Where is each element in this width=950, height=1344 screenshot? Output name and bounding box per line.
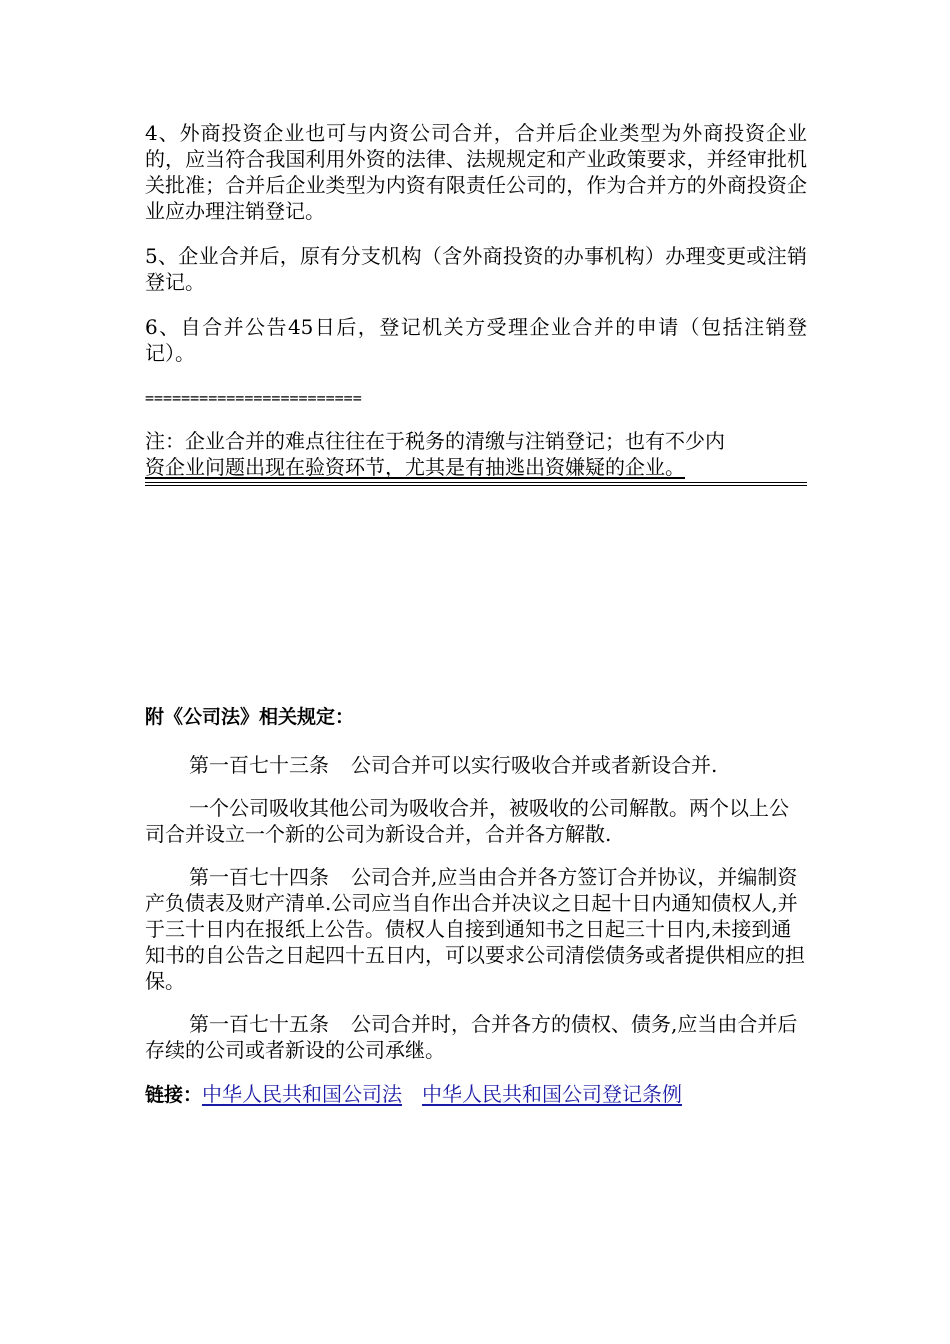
links-row (145, 1080, 807, 1109)
link-company-registration-regulations[interactable]: 中华人民共和国公司登记条例 (422, 1082, 683, 1106)
links-label: 链接： (145, 1084, 203, 1106)
paragraph-item-5: 5、企业合并后，原有分支机构（含外商投资的办事机构）办理变更或注销登记。 (145, 244, 807, 294)
appendix-title: 附《公司法》相关规定： (145, 706, 355, 728)
paragraph-item-4: 4、外商投资企业也可与内资公司合并，合并后企业类型为外商投资企业的，应当符合我国利用外资的法律、法规规定和产业政策要求，并经审批机关批准；合并后企业类型为内资有限责任公司的，作为合并方的外商投资企业应办理注销登记。 (145, 121, 807, 223)
note-block (145, 428, 807, 486)
article-173 (145, 752, 807, 778)
separator-line: ======================== (145, 389, 362, 407)
note-line-1: 注：企业合并的难点往往在于税务的清缴与注销登记；也有不少内 (145, 429, 725, 453)
article-text: 一个公司吸收其他公司为吸收合并，被吸收的公司解散。两个以上公司合并设立一个新的公司为新设合并，合并各方解散. (145, 796, 789, 846)
article-174 (145, 864, 807, 994)
article-175 (145, 1011, 807, 1063)
link-company-law[interactable]: 中华人民共和国公司法 (202, 1082, 403, 1106)
article-text: 公司合并可以实行吸收合并或者新设合并. (351, 753, 718, 777)
article-label: 第一百七十四条 (189, 865, 329, 889)
article-text: 公司合并,应当由合并各方签订合并协议，并编制资产负债表及财产清单.公司应当自作出合并决议之日起十日内通知债权人,并于三十日内在报纸上公告。债权人自接到通知书之日起三十日内,未接到通知书的自公告之日起四十五日内，可以要求公司清偿债务或者提供相应的担保。 (145, 865, 805, 993)
appendix-section (145, 702, 807, 1109)
note-line-2: 资企业问题出现在验资环节，尤其是有抽逃出资嫌疑的企业。 (145, 455, 685, 479)
article-label: 第一百七十五条 (189, 1012, 329, 1036)
article-label: 第一百七十三条 (189, 753, 329, 777)
article-text: 公司合并时，合并各方的债权、债务,应当由合并后存续的公司或者新设的公司承继。 (145, 1012, 798, 1062)
article-173-continued (145, 795, 807, 847)
paragraph-item-6: 6、自合并公告45日后，登记机关方受理企业合并的申请（包括注销登记）。 (145, 315, 807, 365)
document-body (145, 120, 807, 486)
